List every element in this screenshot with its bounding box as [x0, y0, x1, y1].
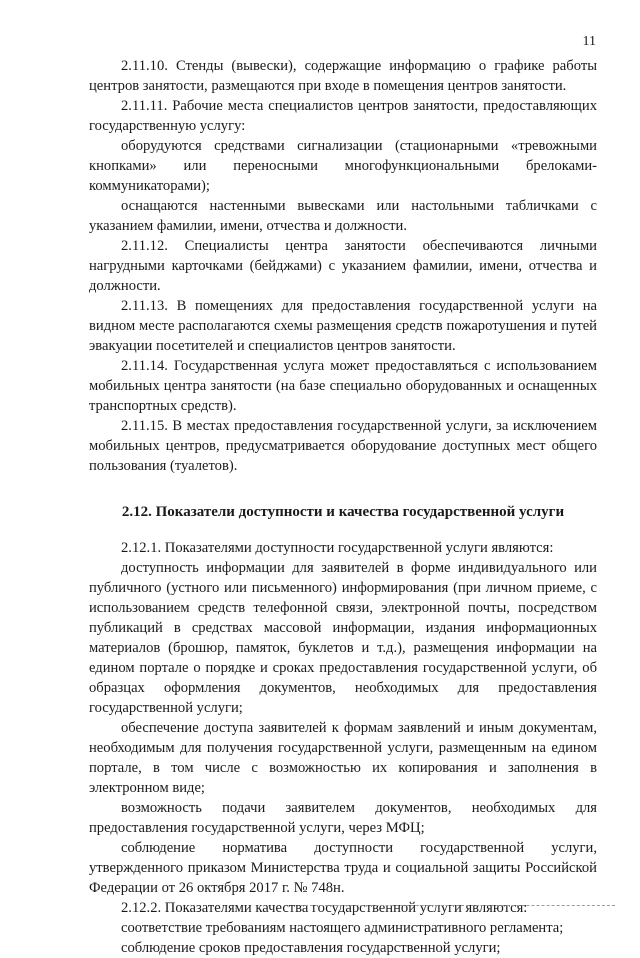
- paragraph: оснащаются настенными вывесками или настольными табличками с указанием фамилии, имени, отчества и должности.: [89, 198, 597, 234]
- scan-edge-line: [300, 905, 615, 906]
- paragraph: соблюдение норматива доступности государственной услуги, утвержденного приказом Министерства труда и социальной защиты Российской Федерации от 26 октября 2017 г. № 748н.: [89, 840, 597, 896]
- paragraph: 2.11.14. Государственная услуга может предоставляться с использованием мобильных центра занятости (на базе специально оборудованных и оснащенных транспортных средств).: [89, 358, 597, 414]
- paragraph: оборудуются средствами сигнализации (стационарными «тревожными кнопками» или переносными многофункциональными брелоками-коммуникаторами);: [89, 138, 597, 194]
- section-heading: 2.12. Показатели доступности и качества государственной услуги: [121, 504, 565, 520]
- paragraph: 2.11.13. В помещениях для предоставления государственной услуги на видном месте располагаются схемы размещения средств пожаротушения и путей эвакуации посетителей и специалистов центров занятости.: [89, 298, 597, 354]
- paragraph: 2.12.2. Показателями качества государственной услуги являются:: [121, 900, 528, 916]
- paragraph: 2.11.11. Рабочие места специалистов центров занятости, предоставляющих государственную услугу:: [89, 98, 597, 134]
- document-body: [89, 56, 597, 958]
- paragraph: доступность информации для заявителей в форме индивидуального или публичного (устного или письменного) информирования (при личном приеме, с использованием средств телефонной связи, электронной почты, посредством публикаций в средствах массовой информации, издания информационных материалов (брошюр, памяток, буклетов и т.д.), размещения информации на едином портале о порядке и сроках предоставления государственной услуги, об образцах оформления документов, необходимых для предоставления государственной услуги;: [89, 560, 597, 716]
- paragraph: 2.11.15. В местах предоставления государственной услуги, за исключением мобильных центров, предусматривается оборудование доступных мест общего пользования (туалетов).: [89, 418, 597, 474]
- paragraph: соблюдение сроков предоставления государственной услуги;: [121, 940, 501, 956]
- paragraph: 2.11.12. Специалисты центра занятости обеспечиваются личными нагрудными карточками (бейджами) с указанием фамилии, имени, отчества и должности.: [89, 238, 597, 294]
- paragraph: обеспечение доступа заявителей к формам заявлений и иным документам, необходимым для получения государственной услуги, размещенным на едином портале, в том числе с возможностью их копирования и заполнения в электронном виде;: [89, 720, 597, 796]
- paragraph: соответствие требованиям настоящего административного регламента;: [121, 920, 564, 936]
- paragraph: 2.11.10. Стенды (вывески), содержащие информацию о графике работы центров занятости, размещаются при входе в помещения центров занятости.: [89, 58, 597, 94]
- paragraph: 2.12.1. Показателями доступности государственной услуги являются:: [121, 540, 554, 556]
- paragraph: возможность подачи заявителем документов, необходимых для предоставления государственной услуги, через МФЦ;: [89, 800, 597, 836]
- page-number: 11: [582, 34, 596, 49]
